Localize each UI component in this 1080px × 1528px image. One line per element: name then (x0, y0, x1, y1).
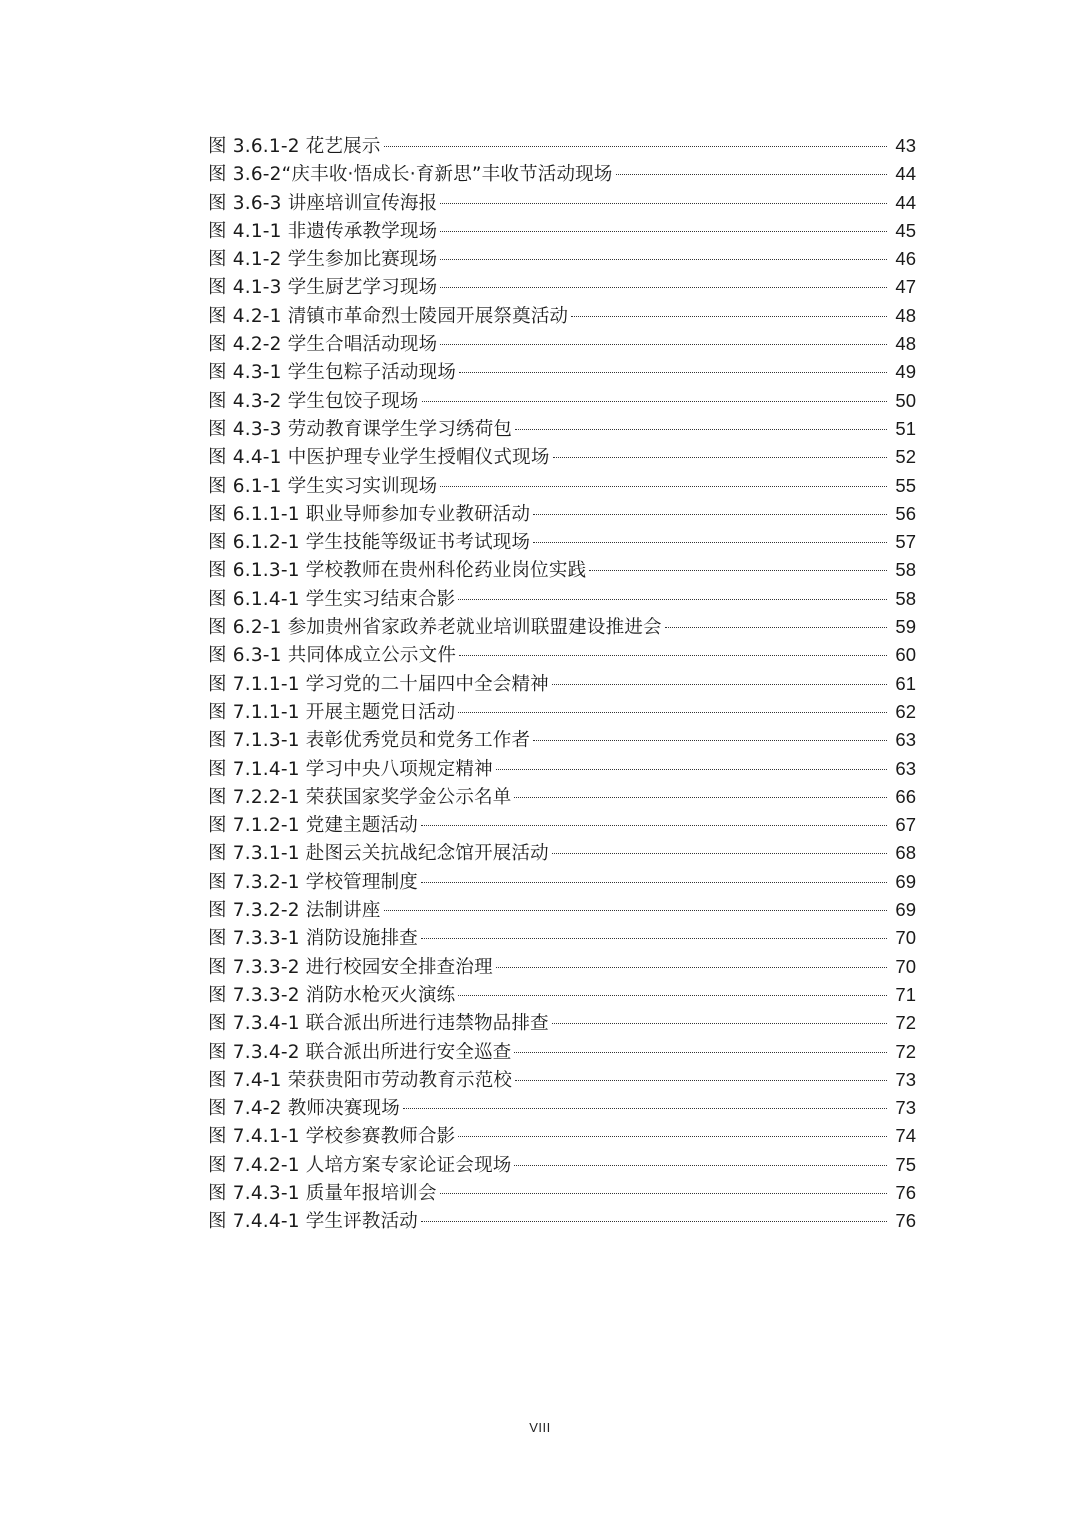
toc-entry-title: 图 3.6-3 讲座培训宣传海报 (208, 192, 438, 214)
toc-entry (208, 924, 916, 952)
toc-entry (208, 556, 916, 584)
toc-entry-page-number: 61 (895, 672, 916, 694)
dot-leader (533, 542, 887, 543)
toc-entry-page-number: 70 (895, 955, 916, 977)
toc-entry-page-number: 47 (895, 276, 916, 298)
toc-entry (208, 500, 916, 528)
figure-index-list (208, 132, 916, 1236)
toc-entry-title: 图 6.1.3-1 学校教师在贵州科伦药业岗位实践 (208, 560, 587, 582)
toc-entry-page-number: 57 (895, 531, 916, 553)
dot-leader (440, 203, 887, 204)
toc-entry-page-number: 44 (895, 191, 916, 213)
toc-entry-page-number: 71 (895, 983, 916, 1005)
dot-leader (421, 1221, 887, 1222)
toc-entry (208, 1179, 916, 1207)
toc-entry-page-number: 69 (895, 899, 916, 921)
dot-leader (440, 287, 887, 288)
toc-entry-title: 图 7.4-1 荣获贵阳市劳动教育示范校 (208, 1069, 513, 1091)
dot-leader (515, 1080, 887, 1081)
toc-entry-title: 图 4.4-1 中医护理专业学生授帽仪式现场 (208, 447, 550, 469)
toc-entry-title: 图 7.1.1-1 学习党的二十届四中全会精神 (208, 673, 549, 695)
toc-entry-title: 图 4.3-2 学生包饺子现场 (208, 390, 419, 412)
toc-entry-page-number: 48 (895, 304, 916, 326)
toc-entry-page-number: 58 (895, 587, 916, 609)
toc-entry (208, 160, 916, 188)
toc-entry-title: 图 6.1.2-1 学生技能等级证书考试现场 (208, 532, 531, 554)
dot-leader (440, 1193, 887, 1194)
toc-entry-page-number: 70 (895, 927, 916, 949)
toc-entry-page-number: 51 (895, 417, 916, 439)
toc-entry-title: 图 4.1-1 非遗传承教学现场 (208, 220, 438, 242)
toc-entry (208, 1122, 916, 1150)
toc-entry-title: 图 7.4.2-1 人培方案专家论证会现场 (208, 1154, 512, 1176)
toc-entry-title: 图 7.3.4-1 联合派出所进行违禁物品排查 (208, 1013, 549, 1035)
toc-entry-title: 图 3.6.1-2 花艺展示 (208, 136, 381, 157)
toc-entry-page-number: 48 (895, 333, 916, 355)
toc-entry-page-number: 58 (895, 559, 916, 581)
dot-leader (514, 1052, 887, 1053)
toc-entry-page-number: 52 (895, 446, 916, 468)
page-number: VIII (529, 1420, 551, 1435)
dot-leader (440, 344, 887, 345)
toc-entry-page-number: 46 (895, 248, 916, 270)
dot-leader (665, 627, 887, 628)
toc-entry-title: 图 7.3.4-2 联合派出所进行安全巡查 (208, 1041, 512, 1063)
toc-entry-page-number: 56 (895, 502, 916, 524)
dot-leader (553, 457, 887, 458)
toc-entry-title: 图 4.1-3 学生厨艺学习现场 (208, 277, 438, 299)
dot-leader (552, 1023, 887, 1024)
dot-leader (552, 684, 887, 685)
dot-leader (422, 401, 887, 402)
dot-leader (440, 259, 887, 260)
toc-entry (208, 585, 916, 613)
toc-entry-title: 图 6.1.4-1 学生实习结束合影 (208, 588, 456, 610)
toc-entry-title: 图 4.2-2 学生合唱活动现场 (208, 334, 438, 356)
toc-entry-title: 图 7.4.3-1 质量年报培训会 (208, 1182, 437, 1204)
toc-entry-page-number: 45 (895, 219, 916, 241)
dot-leader (440, 231, 887, 232)
toc-entry-page-number: 74 (895, 1125, 916, 1147)
toc-entry (208, 981, 916, 1009)
toc-entry (208, 1009, 916, 1037)
toc-entry-title: 图 3.6-2“庆丰收·悟成长·育新思”丰收节活动现场 (208, 164, 613, 186)
toc-entry (208, 302, 916, 330)
dot-leader (458, 599, 887, 600)
toc-entry-page-number: 55 (895, 474, 916, 496)
toc-entry-page-number: 67 (895, 814, 916, 836)
toc-entry (208, 783, 916, 811)
toc-entry-title: 图 7.4.4-1 学生评教活动 (208, 1211, 418, 1233)
dot-leader (421, 938, 887, 939)
toc-entry-page-number: 59 (895, 616, 916, 638)
toc-entry-title: 图 4.3-1 学生包粽子活动现场 (208, 362, 457, 384)
toc-entry (208, 472, 916, 500)
toc-entry (208, 1038, 916, 1066)
toc-entry-page-number: 63 (895, 757, 916, 779)
toc-entry-page-number: 72 (895, 1012, 916, 1034)
dot-leader (533, 740, 887, 741)
dot-leader (616, 174, 887, 175)
toc-entry-title: 图 4.2-1 清镇市革命烈士陵园开展祭奠活动 (208, 305, 569, 327)
toc-entry-title: 图 7.3.3-2 进行校园安全排查治理 (208, 956, 493, 978)
dot-leader (384, 910, 887, 911)
toc-entry (208, 330, 916, 358)
toc-entry-title: 图 6.1-1 学生实习实训现场 (208, 475, 438, 497)
toc-entry (208, 670, 916, 698)
toc-entry-title: 图 7.1.1-1 开展主题党日活动 (208, 701, 456, 723)
toc-entry-title: 图 4.1-2 学生参加比赛现场 (208, 249, 438, 271)
toc-entry-title: 图 6.2-1 参加贵州省家政养老就业培训联盟建设推进会 (208, 617, 662, 639)
toc-entry (208, 896, 916, 924)
toc-entry (208, 839, 916, 867)
toc-entry-title: 图 7.2.2-1 荣获国家奖学金公示名单 (208, 786, 512, 808)
dot-leader (589, 570, 887, 571)
dot-leader (421, 825, 887, 826)
toc-entry (208, 1207, 916, 1235)
dot-leader (552, 853, 887, 854)
toc-entry-page-number: 72 (895, 1040, 916, 1062)
toc-entry (208, 726, 916, 754)
toc-entry (208, 868, 916, 896)
toc-entry (208, 1151, 916, 1179)
toc-entry (208, 1094, 916, 1122)
dot-leader (458, 1136, 887, 1137)
toc-entry (208, 358, 916, 386)
toc-entry (208, 132, 916, 160)
toc-entry-page-number: 60 (895, 644, 916, 666)
dot-leader (403, 1108, 887, 1109)
toc-entry-page-number: 76 (895, 1181, 916, 1203)
dot-leader (571, 316, 887, 317)
toc-entry (208, 217, 916, 245)
dot-leader (514, 1165, 887, 1166)
toc-entry (208, 755, 916, 783)
toc-entry (208, 641, 916, 669)
dot-leader (384, 146, 887, 147)
toc-entry (208, 811, 916, 839)
toc-entry-page-number: 75 (895, 1153, 916, 1175)
toc-entry-page-number: 69 (895, 870, 916, 892)
dot-leader (440, 486, 887, 487)
toc-entry-title: 图 4.3-3 劳动教育课学生学习绣荷包 (208, 418, 513, 440)
toc-entry-title: 图 7.4.1-1 学校参赛教师合影 (208, 1126, 456, 1148)
toc-entry-title: 图 6.1.1-1 职业导师参加专业教研活动 (208, 503, 531, 525)
dot-leader (459, 372, 887, 373)
toc-entry (208, 415, 916, 443)
toc-entry-page-number: 76 (895, 1210, 916, 1232)
toc-entry-page-number: 73 (895, 1068, 916, 1090)
dot-leader (496, 769, 887, 770)
toc-entry-title: 图 7.3.2-2 法制讲座 (208, 900, 381, 922)
toc-entry-page-number: 43 (895, 135, 916, 156)
toc-entry (208, 528, 916, 556)
toc-entry-page-number: 49 (895, 361, 916, 383)
toc-entry (208, 387, 916, 415)
toc-entry-page-number: 63 (895, 729, 916, 751)
dot-leader (459, 655, 887, 656)
toc-entry-page-number: 66 (895, 785, 916, 807)
toc-entry-title: 图 7.1.4-1 学习中央八项规定精神 (208, 758, 493, 780)
toc-entry-page-number: 62 (895, 700, 916, 722)
toc-entry (208, 1066, 916, 1094)
toc-entry-title: 图 7.3.1-1 赴图云关抗战纪念馆开展活动 (208, 843, 549, 865)
dot-leader (515, 429, 887, 430)
dot-leader (533, 514, 887, 515)
toc-entry (208, 189, 916, 217)
toc-entry-page-number: 68 (895, 842, 916, 864)
toc-entry (208, 953, 916, 981)
toc-entry-title: 图 7.3.2-1 学校管理制度 (208, 871, 418, 893)
dot-leader (496, 967, 887, 968)
toc-entry (208, 613, 916, 641)
toc-entry-page-number: 73 (895, 1097, 916, 1119)
toc-entry-title: 图 7.3.3-2 消防水枪灭火演练 (208, 984, 456, 1006)
toc-entry-title: 图 7.3.3-1 消防设施排查 (208, 928, 418, 950)
toc-entry (208, 245, 916, 273)
toc-entry (208, 443, 916, 471)
dot-leader (458, 995, 887, 996)
toc-entry (208, 698, 916, 726)
dot-leader (514, 797, 887, 798)
toc-entry-page-number: 44 (895, 163, 916, 185)
toc-entry-title: 图 7.1.2-1 党建主题活动 (208, 815, 418, 837)
toc-entry (208, 273, 916, 301)
dot-leader (458, 712, 887, 713)
toc-entry-title: 图 6.3-1 共同体成立公示文件 (208, 645, 457, 667)
toc-entry-title: 图 7.1.3-1 表彰优秀党员和党务工作者 (208, 730, 531, 752)
toc-entry-title: 图 7.4-2 教师决赛现场 (208, 1098, 400, 1120)
dot-leader (421, 882, 887, 883)
toc-entry-page-number: 50 (895, 389, 916, 411)
